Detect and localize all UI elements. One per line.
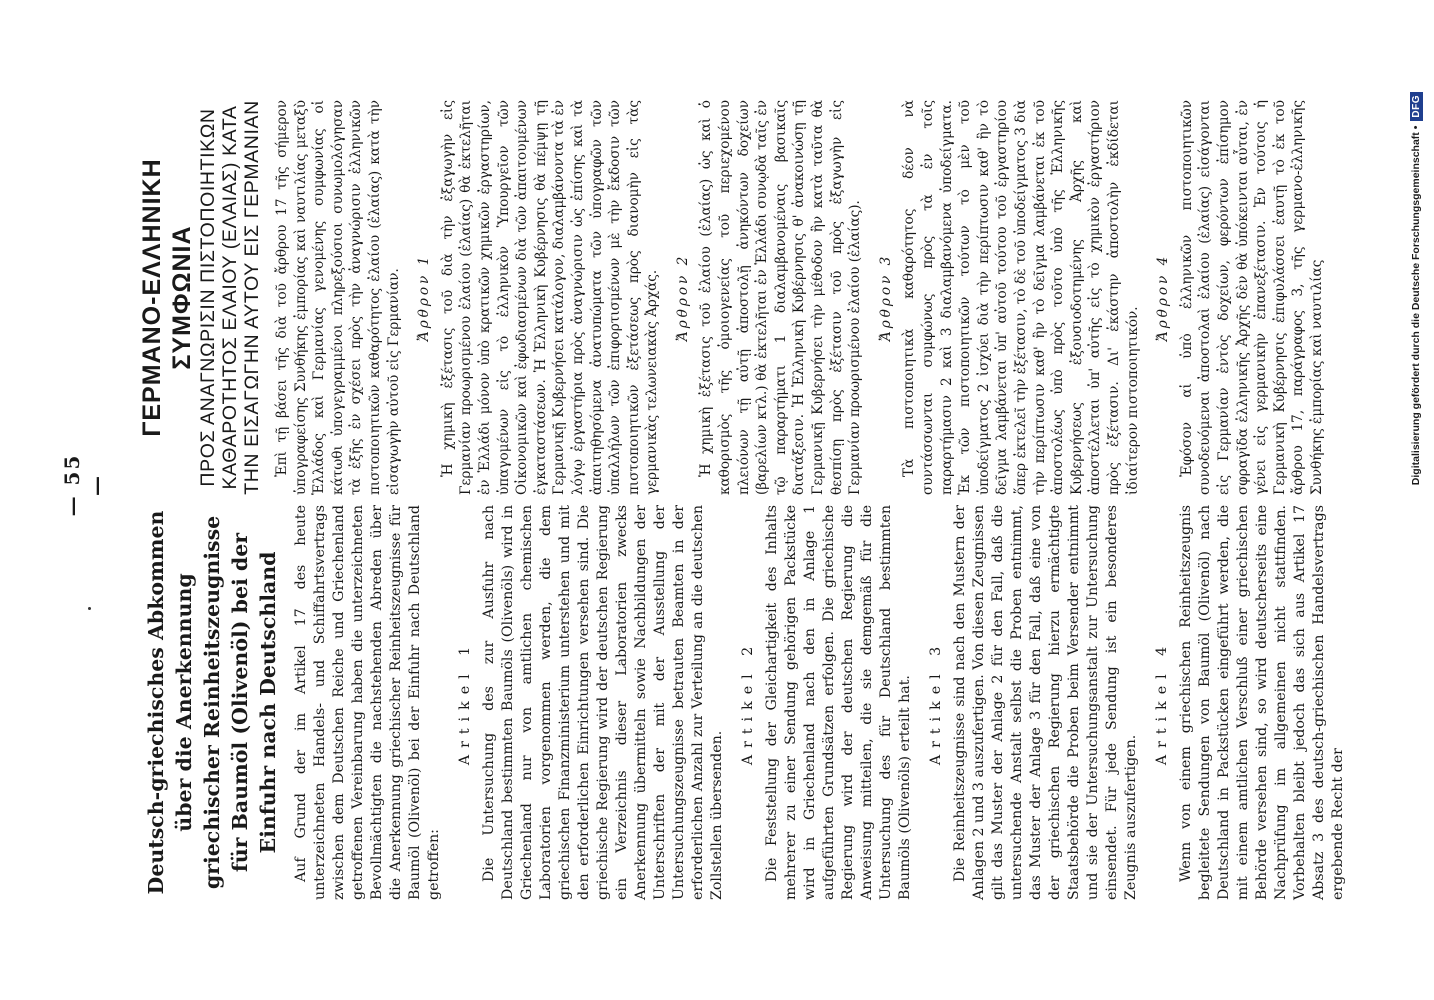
greek-column	[137, 100, 1326, 495]
german-article-1-text: Die Untersuchung des zur Ausfuhr nach Deutschland bestimmten Baumöls (Olivenöls) wird in Griechenland nur von amtlichen chemischen Laboratorien vorgenommen werden, die dem griechischen Finanzministerium unterstehen und mit den erforderlichen Einrichtungen versehen sind. Die griechische Regierung wird der deutschen Regierung ein Verzeichnis dieser Laboratorien zwecks Anerkennung übermitteln sowie Nachbildungen der Unterschriften der mit der Ausstellung der Untersuchungszeugnisse betrauten Beamten in der erforderlichen Anzahl zur Verteilung an die deutschen Zollstellen übersenden.	[481, 505, 725, 900]
greek-article-4-heading: Ἄρθρον 4	[1155, 253, 1172, 342]
german-article-4-text: Wenn von einem griechischen Reinheitszeugnis begleitete Sendungen von Baumöl (Olivenöl) nach Deutschland in Packstücken eingeführt werden, die mit einem amtlichen Verschluß einer griechischen Behörde versehen sind, so wird deutscherseits eine Nachprüfung im allgemeinen nicht stattfinden. Vorbehalten bleibt jedoch das sich aus Artikel 17 Absatz 3 des deutsch-griechischen Handelsvertrags ergebende Recht der	[1178, 505, 1346, 900]
ink-dot	[88, 607, 91, 610]
german-article-2-heading: Artikel 2	[740, 639, 756, 766]
greek-title	[137, 100, 263, 495]
greek-article-2-heading: Ἄρθρον 2	[674, 253, 691, 342]
german-title: Deutsch-griechisches Abkommen über die Anerkennung griechischer Reinheitszeugnisse für Baumöl (Olivenöl) bei der Einfuhr nach Deutschland	[144, 510, 280, 895]
german-column	[142, 505, 1348, 900]
german-article-2-text: Die Feststellung der Gleichartigkeit des Inhalts mehrerer zu einer Sendung gehörigen Packstücke wird in Griechenland nach den in Anlage 1 aufgeführten Grundsätzen erfolgen. Die griechische Regierung wird der deutschen Regierung die Anweisung mitteilen, die sie demgemäß für die Untersuchung des für Deutschland bestimmten Baumöls (Olivenöls) erteilt hat.	[764, 505, 913, 900]
credit-text: Digitalisierung gefördert durch die Deutsche Forschungsgemeinschaft •	[1410, 125, 1422, 486]
dfg-logo: DFG	[1410, 92, 1423, 121]
greek-article-1-heading: Ἄρθρον 1	[416, 253, 433, 342]
page-number: — 55 —	[60, 453, 108, 517]
greek-article-3-text: Τὰ πιστοποιητικὰ καθαρότητος δέον νὰ συντάσσωνται συμφώνως πρὸς τὰ ἐν τοῖς παραρτήμασιν 2 καὶ 3 διαλαμβανόμενα ὑποδείγματα. Ἐκ τῶν πιστοποιητικῶν τούτων τὸ μὲν τοῦ ὑποδείγματος 2 ἰσχύει διὰ τὴν περίπτωσιν καθ' ἣν τὸ δεῖγμα λαμβάνεται ὑπ' αὐτοῦ τούτου τοῦ ἐργαστηρίου ὅπερ ἐκτελεῖ τὴν ἐξέτασιν, τὸ δὲ τοῦ ὑποδείγματος 3 διὰ τὴν περίπτωσιν καθ' ἣν τὸ δεῖγμα λαμβάνεται ἐκ τοῦ ἀποστολέως ὑπὸ πρὸς τοῦτο ὑπὸ τῆς Ἑλληνικῆς Κυβερνήσεως ἐξουσιοδοτημένης Ἀρχῆς καὶ ἀποστέλλεται ὑπ' αὐτῆς εἰς τὸ χημικὸν ἐργαστήριον πρὸς ἐξέτασιν. Δι' ἑκάστην ἀποστολὴν ἐκδίδεται ἰδιαίτερον πιστοποιητικόν.	[901, 100, 1141, 495]
digitization-credit	[1405, 92, 1427, 892]
greek-article-3-heading: Ἄρθρον 3	[877, 253, 894, 342]
greek-title-rest: ΠΡΟΣ ΑΝΑΓΝΩΡΙΣΙΝ ΠΙΣΤΟΠΟΙΗΤΙΚΩΝ ΚΑΘΑΡΟΤΗΤΟΣ ΕΛΑΙΟΥ (ΕΛΑΙΑΣ) ΚΑΤΑ ΤΗΝ ΕΙΣΑΓΩΓΗΝ ΑΥΤΟΥ ΕΙΣ ΓΕΡΜΑΝΙΑΝ	[197, 100, 263, 495]
greek-title-line1: ΓΕΡΜΑΝΟ-ΕΛΛΗΝΙΚΗ ΣΥΜΦΩΝΙΑ	[138, 158, 196, 437]
german-article-3-heading: Artikel 3	[928, 639, 944, 766]
german-intro: Auf Grund der im Artikel 17 des heute unterzeichneten Handels- und Schiffahrtsvertrags zwischen dem Deutschen Reiche und Griechenland getroffenen Vereinbarung haben die unterzeichneten Bevollmächtigten die nachstehenden Abreden über die Anerkennung griechischer Reinheitszeugnisse für Baumöl (Olivenöl) bei der Einfuhr nach Deutschland getroffen:	[293, 505, 442, 900]
german-article-4-heading: Artikel 4	[1154, 639, 1170, 766]
greek-article-2-text: Ἡ χημικὴ ἐξέτασις τοῦ ἐλαίου (ἐλαίας) ὡς καὶ ὁ καθορισμὸς τῆς ὁμοιογενείας τοῦ περιεχομένου πλειόνων τῇ αὐτῇ ἀποστολῇ ἀνηκόντων δοχείων (βαρελίων κτλ.) θὰ ἐκτελῆται ἐν Ἑλλάδι συνῳδὰ ταῖς ἐν τῷ παραρτήματι 1 διαλαμβανομέναις βασικαῖς διατάξεσιν. Ἡ Ἑλληνικὴ Κυβέρνησις θ' ἀνακοινώσῃ τῇ Γερμανικῇ Κυβερνήσει τὴν μέθοδον ἣν κατὰ ταῦτα θὰ θεσπίσῃ πρὸς ἐξέτασιν τοῦ πρὸς ἐξαγωγὴν εἰς Γερμανίαν προωρισμένου ἐλαίου (ἐλαίας).	[698, 100, 864, 495]
german-article-3-text: Die Reinheitszeugnisse sind nach den Mustern der Anlagen 2 und 3 auszufertigen. Von diesen Zeugnissen gilt das Muster der Anlage 2 für den Fall, daß die untersuchende Anstalt selbst die Proben entnimmt, das Muster der Anlage 3 für den Fall, daß eine von der griechischen Regierung hierzu ermächtigte Staatsbehörde die Proben beim Versender entnimmt und sie der Untersuchungsanstalt zur Untersuchung einsendet. Für jede Sendung ist ein besonderes Zeugnis auszufertigen.	[952, 505, 1139, 900]
german-article-1-heading: Artikel 1	[457, 639, 473, 766]
greek-intro: Ἐπὶ τῇ βάσει τῆς διὰ τοῦ ἄρθρου 17 τῆς σήμερον ὑπογραφείσης Συνθήκης ἐμπορίας καὶ ναυτιλίας μεταξὺ Ἑλλάδος καὶ Γερμανίας γενομένης συμφωνίας οἱ κάτωθι ὑπογεγραμμένοι πληρεξούσιοι συνωμολόγησαν τὰ ἑξῆς ἐν σχέσει πρὸς τὴν ἀναγνώρισιν ἑλληνικῶν πιστοποιητικῶν καθαρότητος ἐλαίου (ἐλαίας) κατὰ τὴν εἰσαγωγὴν αὐτοῦ εἰς Γερμανίαν.	[274, 100, 402, 495]
greek-article-4-text: Ἐφόσον αἱ ὑπὸ ἑλληνικῶν πιστοποιητικῶν συνοδευόμεναι ἀποστολαὶ ἐλαίου (ἐλαίας) εἰσάγονται εἰς Γερμανίαν ἐντὸς δοχείων, φερόντων ἐπίσημον σφραγῖδα ἑλληνικῆς Ἀρχῆς δὲν θὰ ὑπόκεινται αὗται, ἐν γένει εἰς γερμανικὴν ἐπανεξέτασιν. Ἐν τούτοις ἡ Γερμανικὴ Κυβέρνησις ἐπιφυλάσσει ἑαυτῇ τὸ ἐκ τοῦ ἄρθρου 17, παράγραφος 3, τῆς γερμανο-ἑλληνικῆς Συνθήκης ἐμπορίας καὶ ναυτιλίας	[1178, 100, 1325, 495]
greek-article-1-text: Ἡ χημικὴ ἐξέτασις τοῦ διὰ τὴν ἐξαγωγὴν εἰς Γερμανίαν προωρισμένου ἐλαίου (ἐλαίας) θὰ ἐκτελῆται ἐν Ἑλλάδι μόνον ὑπὸ κρατικῶν χημικῶν ἐργαστηρίων, ὑπαγομένων εἰς τὸ ἑλληνικὸν Ὑπουργεῖον τῶν Οἰκονομικῶν καὶ ἐφωδιασμένων διὰ τῶν ἀπαιτουμένων ἐγκαταστάσεων. Ἡ Ἑλληνικὴ Κυβέρνησις θὰ πέμψῃ τῇ Γερμανικῇ Κυβερνήσει κατάλογον, διαλαμβάνοντα τὰ ἐν λόγῳ ἐργαστήρια πρὸς ἀναγνώρισιν ὡς ἐπίσης καὶ τὰ ἀπαιτηθησόμενα ἀνατυπώματα τῶν ὑπογραφῶν τῶν ὑπαλλήλων τῶν ἐπιφορτισμένων μὲ τὴν ἔκδοσιν τῶν πιστοποιητικῶν ἐξετάσεως πρὸς διανομὴν εἰς τὰς γερμανικὰς τελωνειακὰς Ἀρχάς.	[439, 100, 661, 495]
